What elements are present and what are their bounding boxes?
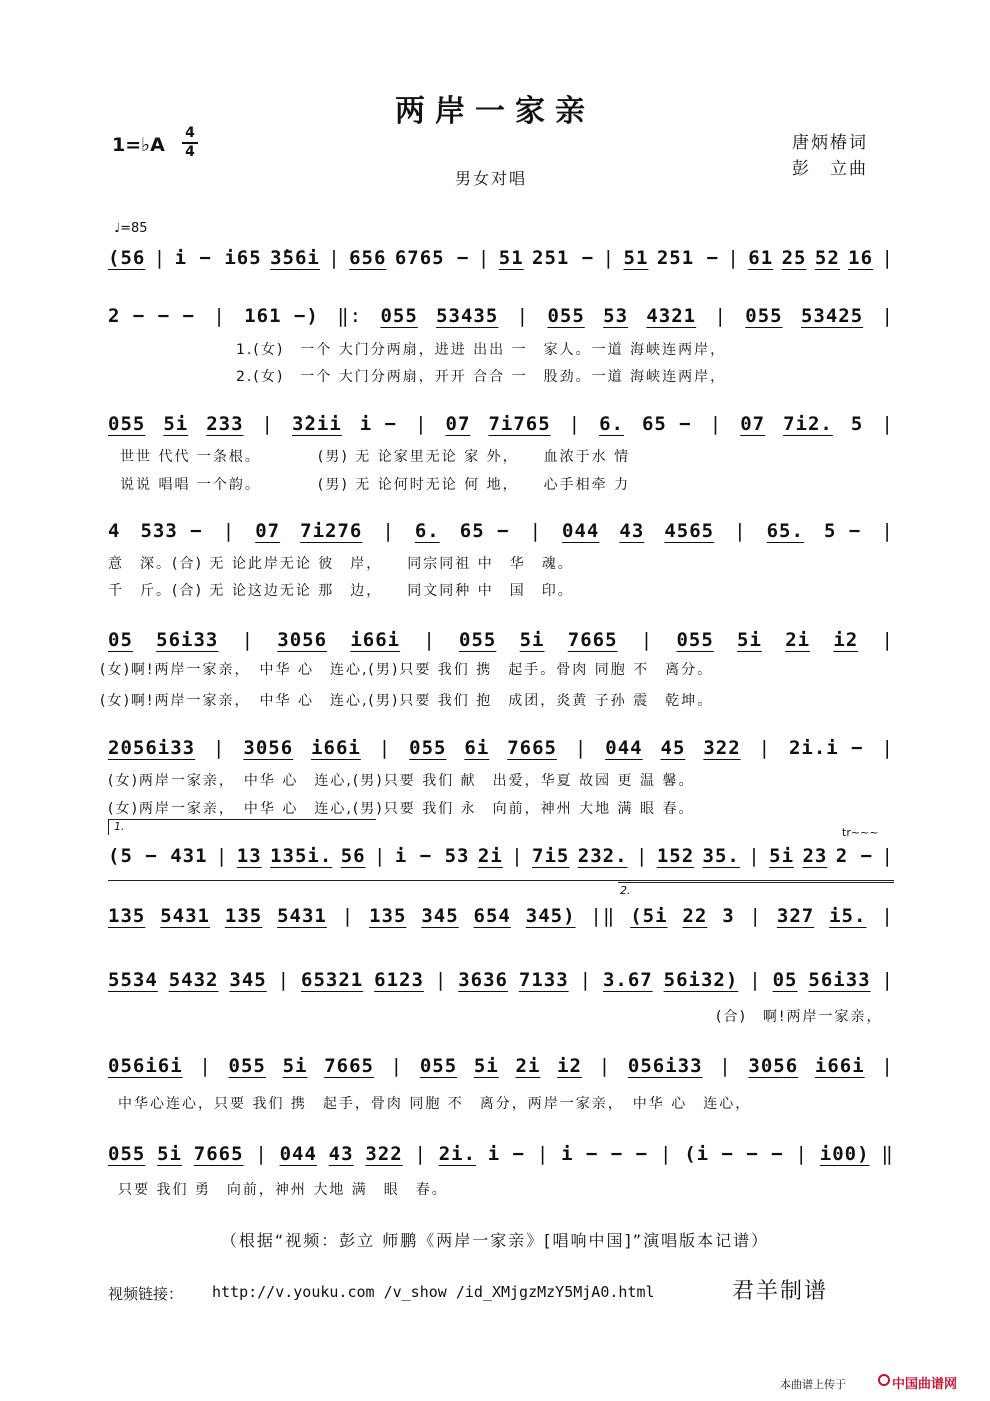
- note-group: i −: [359, 413, 398, 435]
- lyrics-row3-verse1: 世世 代代 一条根。 (男) 无 论家里无论 家 外， 血浓于水 情: [120, 449, 631, 465]
- barline: |: [241, 629, 255, 651]
- note-group: 65321: [301, 969, 364, 991]
- note-group: 135: [224, 905, 263, 927]
- note-group: 16: [848, 247, 874, 269]
- barline: |: [277, 969, 291, 991]
- note-group: 5i: [473, 1055, 499, 1077]
- note-group: 055: [745, 305, 783, 327]
- note-group: 6.: [414, 520, 440, 542]
- barline: |: [881, 737, 894, 759]
- barline: |: [660, 1143, 673, 1165]
- barline: |: [215, 845, 229, 867]
- note-group: 056i33: [627, 1055, 703, 1077]
- barline: |: [536, 1143, 550, 1165]
- note-group: 7665: [324, 1055, 374, 1077]
- barline: ‖: [881, 1143, 894, 1165]
- barline: |: [199, 1055, 212, 1077]
- first-ending-bracket-end: [108, 819, 109, 835]
- note-group: 6i: [464, 737, 490, 759]
- note-group: 055: [409, 737, 447, 759]
- notation-row: [108, 836, 894, 876]
- barline: |: [434, 969, 448, 991]
- tempo-marking: ♩=85: [114, 221, 148, 236]
- note-group: 5431: [160, 905, 210, 927]
- note-group: i00): [819, 1143, 870, 1165]
- note-group: 135i.: [270, 845, 333, 867]
- note-group: 2 −: [835, 845, 874, 867]
- barline: |: [568, 413, 582, 435]
- barline: |‖: [590, 905, 616, 927]
- note-group: 7665: [567, 629, 618, 651]
- note-group: 135: [369, 905, 407, 927]
- note-group: 22: [682, 905, 708, 927]
- barline: |: [415, 413, 428, 435]
- barline: |: [511, 845, 524, 867]
- barline: |: [727, 247, 740, 269]
- note-group: i2: [557, 1055, 582, 1077]
- lyrics-row4-verse1: 意 深。(合) 无 论此岸无论 彼 岸， 同宗同祖 中 华 魂。: [108, 556, 574, 572]
- barline: |: [213, 305, 226, 327]
- note-group: 656: [349, 247, 387, 269]
- lyrics-row5-verse1: (女)啊!两岸一家亲， 中华 心 连心,(男)只要 我们 携 起手。骨肉 同胞 不 离分。: [100, 662, 714, 678]
- note-group: 7i276: [300, 520, 363, 542]
- note-group: 7i2.: [783, 413, 833, 435]
- note-group: 5 −: [823, 520, 862, 542]
- barline: |: [881, 247, 894, 269]
- note-group: 2 − − −: [108, 305, 196, 327]
- note-group: 56: [340, 845, 366, 867]
- note-group: 3̇2ii: [292, 413, 342, 435]
- note-group: 53425: [800, 305, 864, 327]
- note-group: 4565: [664, 520, 715, 542]
- note-group: 53435: [436, 305, 499, 327]
- note-group: i − − −: [561, 1143, 649, 1165]
- note-group: 4: [108, 520, 121, 542]
- barline: |: [255, 1143, 268, 1165]
- barline: |: [213, 737, 226, 759]
- note-group: i66i: [350, 629, 401, 651]
- first-ending-mark: 1.: [114, 820, 125, 833]
- lyrics-row6-verse1: (女)两岸一家亲， 中华 心 连心,(男)只要 我们 献 出爱，华夏 故园 更 温 馨。: [108, 773, 695, 789]
- note-group: 45: [660, 737, 686, 759]
- barline: |: [222, 520, 236, 542]
- barline: |: [734, 520, 747, 542]
- note-group: i −: [487, 1143, 526, 1165]
- barline: |: [390, 1055, 404, 1077]
- note-group: 05: [108, 629, 133, 651]
- lyrics-row11: 只要 我们 勇 向前，神州 大地 满 眼 春。: [118, 1182, 448, 1198]
- lyrics-row4-verse2: 千 斤。(合) 无 论这边无论 那 边， 同文同种 中 国 印。: [108, 583, 574, 599]
- note-group: 56i33: [808, 969, 871, 991]
- first-ending-long-bracket: [108, 880, 894, 881]
- note-group: i66i: [814, 1055, 865, 1077]
- barline: |: [881, 1055, 894, 1077]
- note-group: 51: [623, 247, 649, 269]
- barline: |: [881, 905, 894, 927]
- barline: |: [373, 845, 387, 867]
- note-group: 2i: [515, 1055, 541, 1077]
- notation-row: [108, 960, 894, 1000]
- note-group: 3056: [748, 1055, 799, 1077]
- barline: |: [719, 1055, 732, 1077]
- barline: |: [579, 969, 593, 991]
- source-note: （根据“视频：彭立 师鹏《两岸一家亲》[唱响中国]”演唱版本记谱）: [220, 1231, 770, 1250]
- note-group: 055: [676, 629, 714, 651]
- note-group: 152: [656, 845, 695, 867]
- note-group: i − i65: [174, 247, 262, 269]
- note-group: i5.: [829, 905, 867, 927]
- note-group: 055: [419, 1055, 458, 1077]
- note-group: 5i: [737, 629, 762, 651]
- note-group: 25: [781, 247, 807, 269]
- note-group: 3056: [277, 629, 328, 651]
- note-group: 6.: [599, 413, 624, 435]
- note-group: 5i: [519, 629, 545, 651]
- note-group: 3: [722, 905, 735, 927]
- barline: |: [795, 1143, 808, 1165]
- notation-row: [108, 1046, 894, 1086]
- note-group: 05: [772, 969, 798, 991]
- first-ending-bracket: [108, 819, 376, 820]
- barline: |: [709, 413, 723, 435]
- note-group: 5i: [769, 845, 795, 867]
- second-ending-mark: 2.: [620, 884, 631, 897]
- note-group: 533 −: [140, 520, 203, 542]
- trill-mark: tr~~~: [842, 826, 879, 839]
- note-group: 43: [328, 1143, 354, 1165]
- note-group: 322: [365, 1143, 403, 1165]
- note-group: 3̇56i: [270, 247, 320, 269]
- barline: |: [574, 737, 588, 759]
- note-group: 044: [605, 737, 643, 759]
- notation-row: [108, 896, 894, 936]
- barline: |: [881, 413, 894, 435]
- note-group: 56i32): [663, 969, 739, 991]
- note-group: 345: [229, 969, 267, 991]
- note-group: 35.: [702, 845, 740, 867]
- barline: |: [881, 969, 894, 991]
- note-group: 61: [748, 247, 774, 269]
- note-group: 3056: [243, 737, 294, 759]
- note-group: 044: [279, 1143, 317, 1165]
- barline: |: [749, 905, 762, 927]
- note-group: (56: [108, 247, 146, 269]
- note-group: 654: [473, 905, 511, 927]
- lyrics-row9: (合) 啊!两岸一家亲，: [716, 1009, 883, 1025]
- note-group: 7i765: [488, 413, 551, 435]
- note-group: 322: [703, 737, 741, 759]
- note-group: 3.67: [602, 969, 653, 991]
- lyrics-row3-verse2: 说说 唱唱 一个韵。 (男) 无 论何时无论 何 地， 心手相牵 力: [120, 477, 631, 493]
- barline: |: [881, 520, 894, 542]
- note-group: 5i: [163, 413, 189, 435]
- notation-row: [108, 296, 894, 336]
- barline: |: [328, 247, 341, 269]
- note-group: 5432: [168, 969, 219, 991]
- note-group: 055: [108, 1143, 146, 1165]
- notation-row: [108, 511, 894, 551]
- composer-credit: 彭 立曲: [792, 159, 868, 179]
- performance-style: 男女对唱: [455, 169, 528, 188]
- note-group: (5 − 431: [108, 845, 208, 867]
- note-group: 2056i33: [108, 737, 196, 759]
- note-group: 65 −: [459, 520, 510, 542]
- time-signature-bottom: 4: [185, 144, 195, 160]
- barline: |: [598, 1055, 612, 1077]
- note-group: 5i: [157, 1143, 182, 1165]
- note-group: 07: [445, 413, 471, 435]
- note-group: 2i: [785, 629, 811, 651]
- notation-row: [108, 728, 894, 768]
- note-group: 7i5: [532, 845, 570, 867]
- note-group: 23: [802, 845, 828, 867]
- barline: |: [640, 629, 654, 651]
- note-group: 65 −: [641, 413, 692, 435]
- barline: |: [758, 737, 772, 759]
- note-group: 055: [108, 413, 146, 435]
- note-group: 055: [228, 1055, 266, 1077]
- upload-note: 本曲谱上传于: [780, 1378, 846, 1391]
- lyricist-credit: 唐炳椿词: [792, 133, 868, 153]
- barline: |: [261, 413, 274, 435]
- note-group: 345: [421, 905, 459, 927]
- note-group: i − 53: [394, 845, 470, 867]
- note-group: 6123: [374, 969, 424, 991]
- transcriber-signature: 君羊制谱: [732, 1279, 829, 1304]
- barline: |: [341, 905, 355, 927]
- note-group: 07: [255, 520, 281, 542]
- notation-row: [108, 1134, 894, 1174]
- note-group: (i − − −: [684, 1143, 784, 1165]
- notation-row: [108, 404, 894, 444]
- note-group: i2: [833, 629, 859, 651]
- barline: |: [748, 845, 761, 867]
- note-group: 53: [603, 305, 629, 327]
- note-group: 13: [236, 845, 262, 867]
- key-signature: 1=♭A: [112, 134, 165, 156]
- note-group: 7665: [193, 1143, 244, 1165]
- note-group: 7665: [507, 737, 557, 759]
- barline: |: [881, 629, 894, 651]
- note-group: 251 −: [532, 247, 595, 269]
- second-ending-bracket: [618, 882, 894, 883]
- barline: |: [378, 737, 392, 759]
- page-title: 两岸一家亲: [395, 94, 595, 129]
- note-group: 233: [206, 413, 244, 435]
- barline: |: [602, 247, 616, 269]
- note-group: 056i6i: [108, 1055, 183, 1077]
- note-group: 2i.i −: [788, 737, 864, 759]
- barline: ‖:: [337, 305, 363, 327]
- barline: |: [529, 520, 543, 542]
- time-signature: [182, 126, 198, 160]
- note-group: (5i: [630, 905, 668, 927]
- video-url[interactable]: http://v.youku.com /v_show /id_XMjgzMzY5MjA0.html: [212, 1283, 655, 1301]
- note-group: i66i: [311, 737, 361, 759]
- note-group: 52: [814, 247, 840, 269]
- note-group: 2i.: [438, 1143, 477, 1165]
- lyrics-row2-verse1: 1.(女) 一个 大门分两扇，进进 出出 一 家人。一道 海峡连两岸，: [236, 342, 727, 358]
- barline: |: [516, 305, 530, 327]
- note-group: 055: [459, 629, 497, 651]
- note-group: 5i: [282, 1055, 308, 1077]
- barline: |: [749, 969, 762, 991]
- note-group: 135: [108, 905, 146, 927]
- lyrics-row6-verse2: (女)两岸一家亲， 中华 心 连心,(男)只要 我们 永 向前，神州 大地 满 眼 春。: [108, 801, 695, 817]
- note-group: 044: [562, 520, 600, 542]
- note-group: 251 −: [656, 247, 720, 269]
- note-group: 345): [525, 905, 576, 927]
- site-logo-icon: [878, 1374, 890, 1386]
- note-group: 327: [776, 905, 815, 927]
- notation-row: [108, 238, 894, 278]
- note-group: 3636: [458, 969, 508, 991]
- barline: |: [881, 845, 894, 867]
- barline: |: [382, 520, 395, 542]
- video-link-label: 视频链接：: [108, 1285, 184, 1303]
- note-group: 7133: [518, 969, 569, 991]
- note-group: 161 −): [244, 305, 319, 327]
- barline: |: [414, 1143, 427, 1165]
- note-group: 43: [619, 520, 645, 542]
- notation-row: [108, 620, 894, 660]
- note-group: 65.: [766, 520, 804, 542]
- barline: |: [635, 845, 649, 867]
- note-group: 232.: [577, 845, 628, 867]
- lyrics-row5-verse2: (女)啊!两岸一家亲， 中华 心 连心,(男)只要 我们 抱 成团，炎黄 子孙 震 乾坤。: [100, 693, 714, 709]
- note-group: 5534: [108, 969, 158, 991]
- note-group: 055: [547, 305, 585, 327]
- barline: |: [714, 305, 727, 327]
- barline: |: [153, 247, 167, 269]
- lyrics-row2-verse2: 2.(女) 一个 大门分两扇，开开 合合 一 股劲。一道 海峡连两岸，: [236, 369, 727, 385]
- note-group: 055: [380, 305, 418, 327]
- note-group: 2i: [477, 845, 503, 867]
- note-group: 5431: [277, 905, 327, 927]
- time-signature-top: 4: [185, 125, 195, 141]
- barline: |: [423, 629, 436, 651]
- barline: |: [477, 247, 491, 269]
- barline: |: [881, 305, 894, 327]
- note-group: 4321: [646, 305, 697, 327]
- site-logo-text[interactable]: 中国曲谱网: [892, 1377, 958, 1392]
- lyrics-row10: 中华心连心，只要 我们 携 起手，骨肉 同胞 不 离分，两岸一家亲， 中华 心 连心，: [118, 1096, 752, 1112]
- note-group: 56i33: [156, 629, 219, 651]
- note-group: 5: [850, 413, 864, 435]
- note-group: 51: [498, 247, 524, 269]
- note-group: 6765 −: [394, 247, 470, 269]
- note-group: 07: [740, 413, 766, 435]
